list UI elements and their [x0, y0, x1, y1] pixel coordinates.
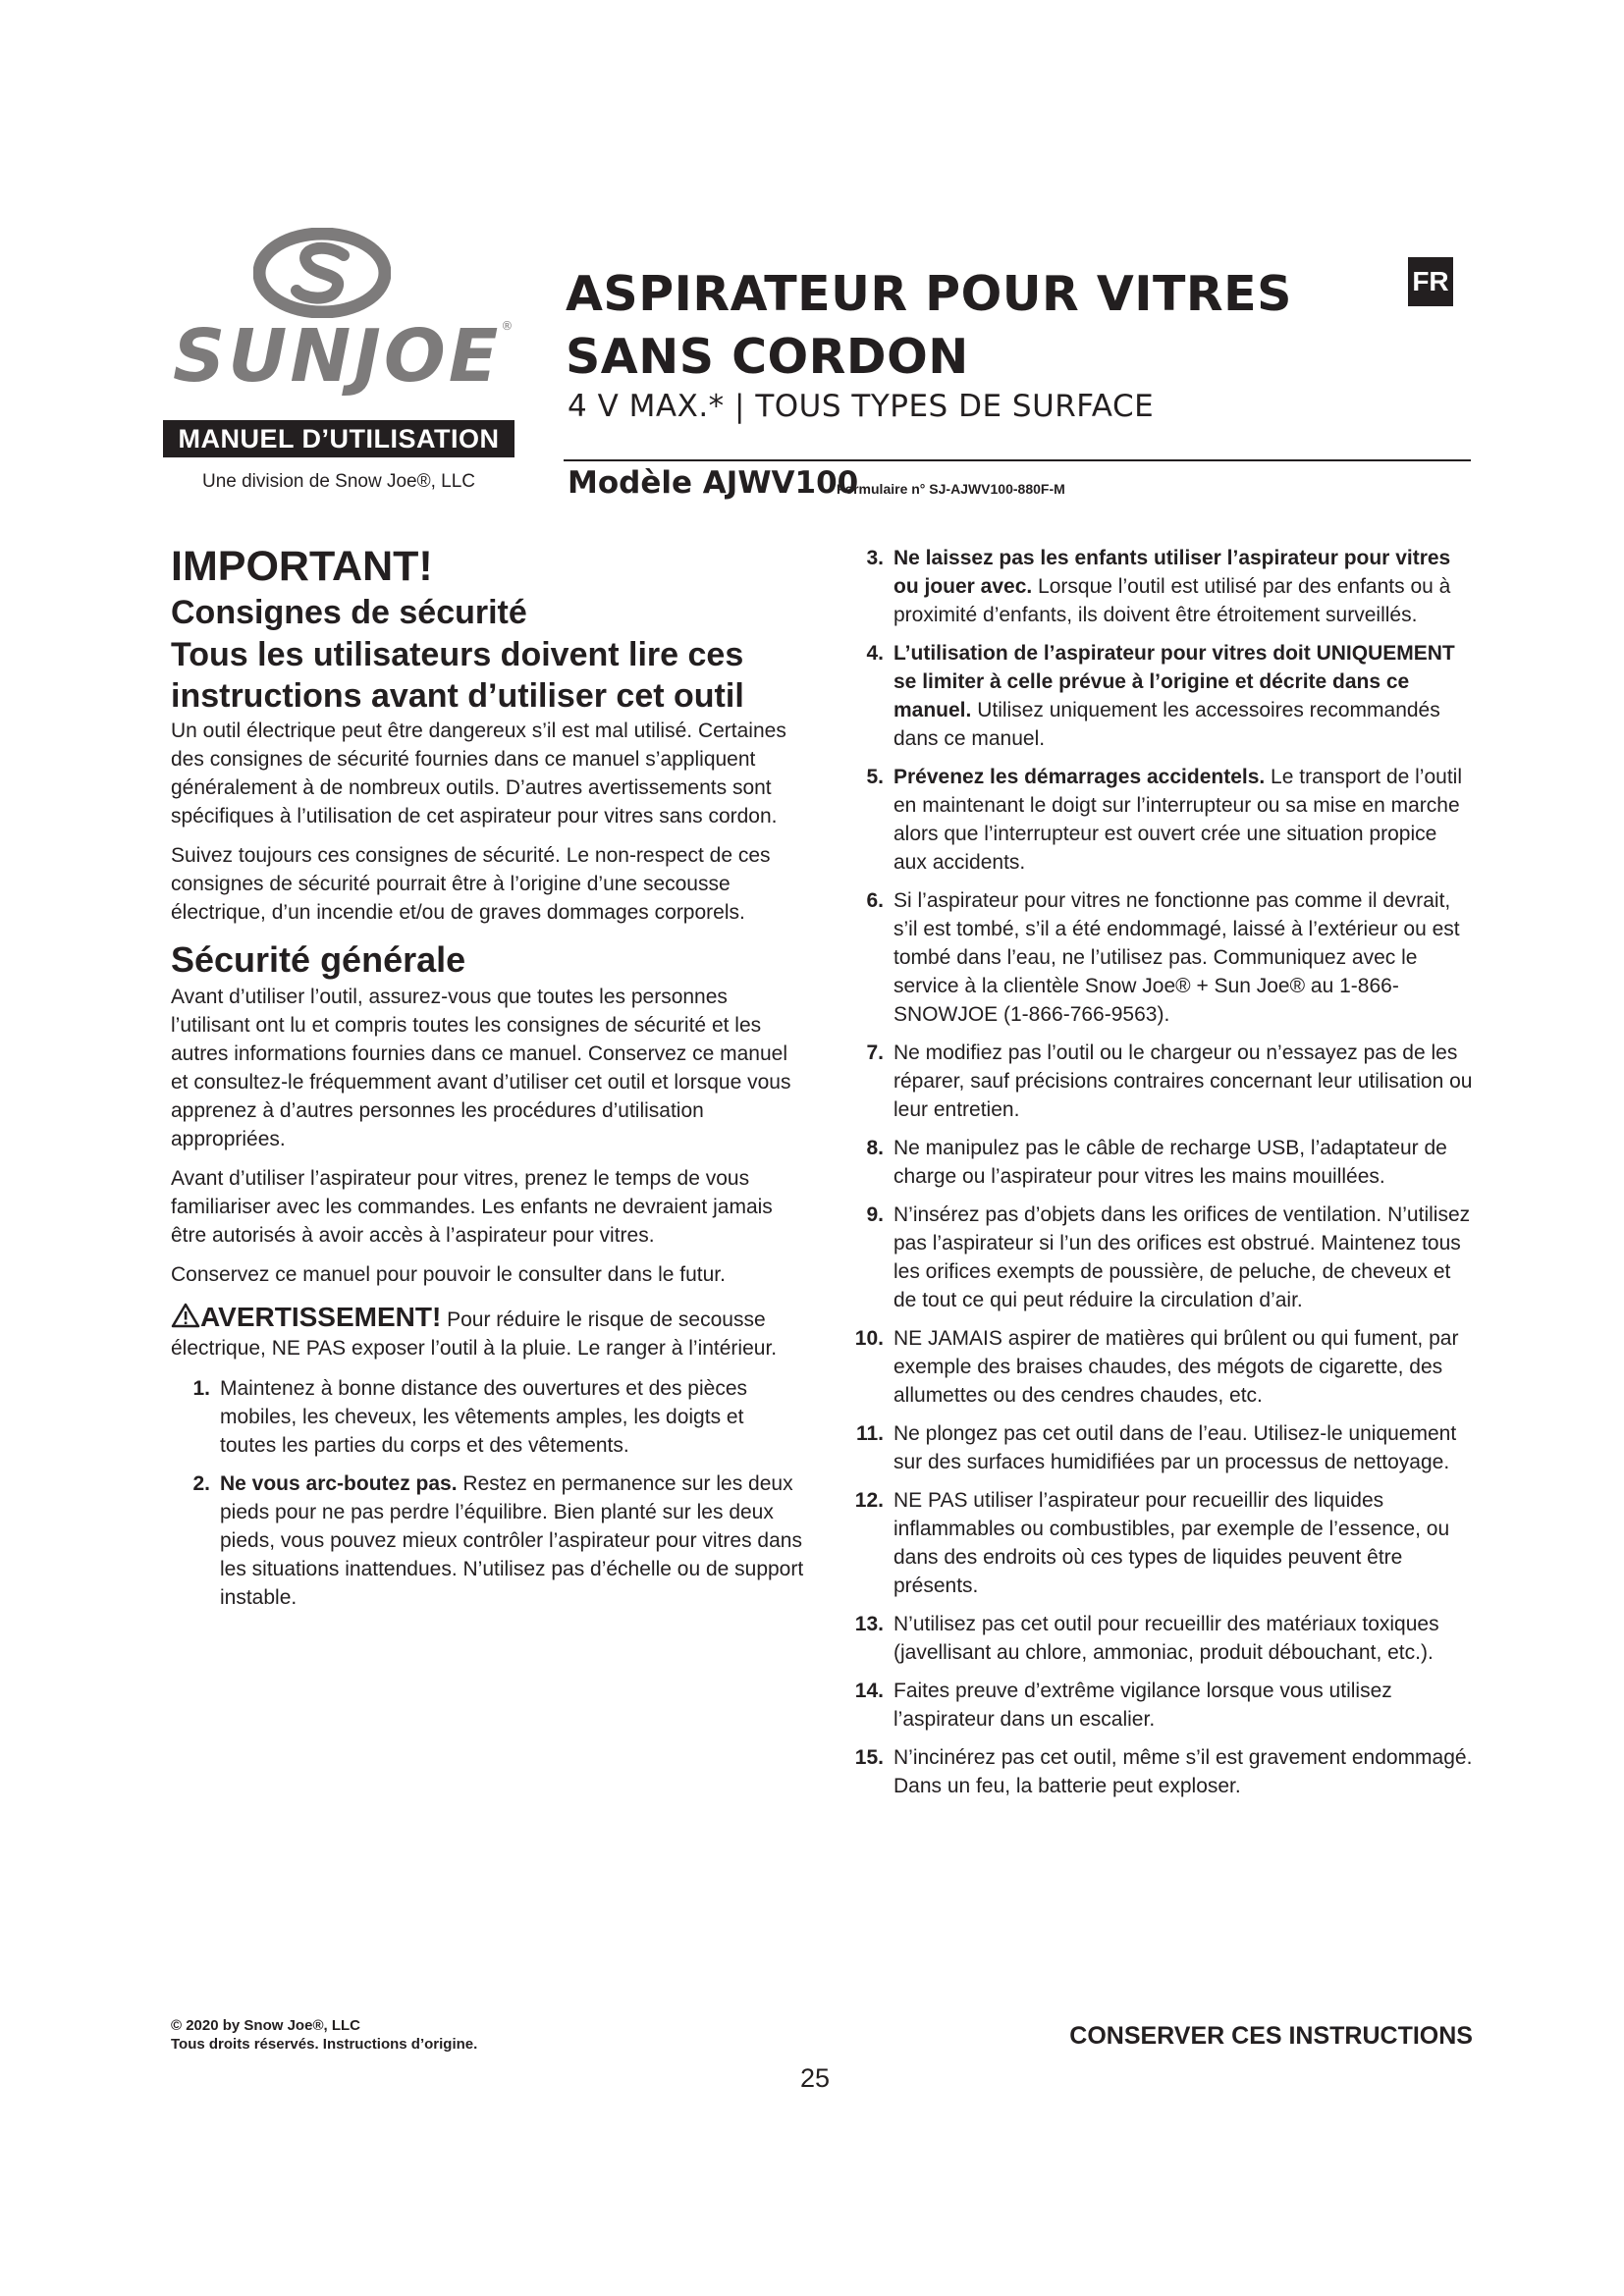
item-number: 3.	[866, 547, 884, 569]
list-item	[171, 1469, 805, 1612]
left-column	[171, 542, 805, 1622]
item-text	[893, 639, 1473, 753]
item-body: Lorsque l’outil est utilisé par des enfants ou à proximité d’enfants, ils doivent être étroitement surveillés.	[893, 575, 1451, 626]
general-safety-heading: Sécurité générale	[171, 939, 466, 980]
safety-subheading: Consignes de sécurité	[171, 594, 527, 631]
page-title	[566, 263, 1371, 389]
brand-logo	[173, 314, 516, 399]
page-subtitle: 4 V MAX.* | TOUS TYPES DE SURFACE	[568, 389, 1155, 424]
list-item	[844, 1743, 1473, 1800]
item-text	[893, 1486, 1473, 1600]
division-note: Une division de Snow Joe®, LLC	[201, 471, 476, 492]
list-item	[844, 886, 1473, 1029]
item-body: Ne plongez pas cet outil dans de l’eau. Utilisez-le uniquement sur des surfaces humidifiées par un processus de nettoyage.	[893, 1422, 1457, 1473]
warning-block	[171, 1303, 805, 1362]
model-number: Modèle AJWV100	[568, 465, 859, 501]
copyright	[171, 2016, 477, 2054]
general-paragraph-2: Avant d’utiliser l’aspirateur pour vitres, prenez le temps de vous familiariser avec les commandes. Les enfants ne devraient jamais être autorisés à avoir accès à l’aspirateur pour vitres.	[171, 1167, 773, 1247]
item-number: 8.	[866, 1137, 884, 1159]
list-item	[844, 1486, 1473, 1600]
manual-banner: MANUEL D’UTILISATION	[163, 420, 514, 457]
item-text	[893, 1419, 1473, 1476]
item-text	[893, 1324, 1473, 1410]
item-body: Le transport de l’outil en maintenant le doigt sur l’interrupteur ou sa mise en marche alors que l’interrupteur est ouvert crée une situation propice aux accidents.	[893, 766, 1463, 874]
item-body: N’incinérez pas cet outil, même s’il est gravement endommagé. Dans un feu, la batterie peut exploser.	[893, 1746, 1473, 1797]
copyright-line-1: © 2020 by Snow Joe®, LLC	[171, 2017, 360, 2034]
item-body: N’insérez pas d’objets dans les orifices de ventilation. N’utilisez pas l’aspirateur si l’un des orifices est obstrué. Maintenez tous les orifices exempts de poussière, de peluche, de cheveux et de tout ce qui peut réduire la circulation d’air.	[893, 1203, 1471, 1311]
list-item	[844, 1134, 1473, 1191]
item-number: 15.	[854, 1746, 884, 1769]
item-lead: Ne laissez pas les enfants utiliser l’aspirateur pour vitres ou jouer avec.	[893, 547, 1451, 598]
list-item	[844, 1677, 1473, 1734]
intro-paragraph-1: Un outil électrique peut être dangereux s’il est mal utilisé. Certaines des consignes de sécurité fournies dans ce manuel s’appliquent généralement à de nombreux outils. D’autres avertissements sont spécifiques à l’utilisation de cet aspirateur pour vitres sans cordon.	[171, 720, 786, 828]
item-number: 14.	[854, 1680, 884, 1702]
item-body: Utilisez uniquement les accessoires recommandés dans ce manuel.	[893, 699, 1440, 750]
important-heading: IMPORTANT!	[171, 543, 433, 590]
list-item	[844, 1039, 1473, 1124]
warning-triangle-icon	[171, 1303, 200, 1328]
list-item	[844, 544, 1473, 629]
language-badge: FR	[1408, 257, 1453, 306]
item-body: NE PAS utiliser l’aspirateur pour recueillir des liquides inflammables ou combustibles, par exemple de l’essence, ou dans des endroits où ces types de liquides peuvent être présents.	[893, 1489, 1450, 1597]
list-item	[844, 1324, 1473, 1410]
item-text	[220, 1469, 805, 1612]
list-item	[844, 1610, 1473, 1667]
item-number: 13.	[854, 1613, 884, 1635]
item-text	[893, 1201, 1473, 1314]
item-text	[893, 763, 1473, 877]
item-body: Faites preuve d’extrême vigilance lorsque vous utilisez l’aspirateur dans un escalier.	[893, 1680, 1392, 1731]
item-text	[893, 1743, 1473, 1800]
item-body: Restez en permanence sur les deux pieds pour ne pas perdre l’équilibre. Bien planté sur les deux pieds, vous pouvez mieux contrôler l’aspirateur pour vitres dans les situations inattendues. N’utilisez pas d’échelle ou de support instable.	[220, 1472, 804, 1609]
sunjoe-logo-icon	[253, 228, 391, 318]
title-line-2: SANS CORDON	[566, 329, 969, 385]
item-number: 1.	[192, 1377, 210, 1400]
item-number: 6.	[866, 889, 884, 912]
item-body: Maintenez à bonne distance des ouvertures et des pièces mobiles, les cheveux, les vêtements amples, les doigts et toutes les parties du corps et des vêtements.	[220, 1377, 748, 1457]
item-number: 4.	[866, 642, 884, 665]
right-column	[844, 544, 1473, 1810]
item-number: 12.	[854, 1489, 884, 1512]
item-text	[220, 1374, 805, 1460]
item-body: Si l’aspirateur pour vitres ne fonctionne pas comme il devrait, s’il est tombé, s’il a été endommagé, laissé à l’extérieur ou est tombé dans l’eau, ne l’utilisez pas. Communiquez avec le service à la clientèle Snow Joe® + Sun Joe® au 1-866-SNOWJOE (1-866-766-9563).	[893, 889, 1460, 1026]
item-text	[893, 1134, 1473, 1191]
header-divider	[564, 459, 1471, 461]
item-number: 10.	[854, 1327, 884, 1350]
item-text	[893, 1039, 1473, 1124]
list-item	[844, 639, 1473, 753]
item-number: 2.	[192, 1472, 210, 1495]
list-item	[171, 1374, 805, 1460]
item-body: N’utilisez pas cet outil pour recueillir des matériaux toxiques (javellisant au chlore, ammoniac, produit débouchant, etc.).	[893, 1613, 1439, 1664]
item-lead: Ne vous arc-boutez pas.	[220, 1472, 458, 1495]
general-paragraph-3: Conservez ce manuel pour pouvoir le consulter dans le futur.	[171, 1263, 726, 1286]
item-number: 11.	[855, 1422, 884, 1445]
intro-paragraph-2: Suivez toujours ces consignes de sécurité. Le non-respect de ces consignes de sécurité pourrait être à l’origine d’une secousse électrique, d’un incendie et/ou de graves dommages corporels.	[171, 844, 771, 924]
page-number: 25	[799, 2063, 831, 2093]
general-paragraph-1: Avant d’utiliser l’outil, assurez-vous que toutes les personnes l’utilisant ont lu et compris toutes les consignes de sécurité et les autres informations fournies dans ce manuel. Conservez ce manuel et consultez-le fréquemment avant d’utiliser cet outil et lorsque vous apprenez à d’autres personnes les procédures d’utilisation appropriées.	[171, 986, 791, 1150]
list-item	[844, 1419, 1473, 1476]
item-body: Ne modifiez pas l’outil ou le chargeur ou n’essayez pas de les réparer, sauf précisions contraires concernant leur utilisation ou leur entretien.	[893, 1041, 1473, 1121]
list-item	[844, 763, 1473, 877]
form-number: Formulaire n° SJ-AJWV100-880F-M	[837, 481, 1065, 497]
item-number: 9.	[866, 1203, 884, 1226]
warning-text: Pour réduire le risque de secousse électrique, NE PAS exposer l’outil à la pluie. Le ranger à l’intérieur.	[171, 1308, 778, 1360]
warning-label: AVERTISSEMENT!	[200, 1302, 442, 1332]
list-item	[844, 1201, 1473, 1314]
save-instructions-note: CONSERVER CES INSTRUCTIONS	[1069, 2022, 1473, 2050]
item-text	[893, 1677, 1473, 1734]
item-number: 7.	[866, 1041, 884, 1064]
item-text	[893, 1610, 1473, 1667]
title-line-1: ASPIRATEUR POUR VITRES	[566, 266, 1292, 322]
item-body: NE JAMAIS aspirer de matières qui brûlent ou qui fument, par exemple des braises chaudes, des mégots de cigarette, des allumettes ou des cendres chaudes, etc.	[893, 1327, 1459, 1407]
item-lead: L’utilisation de l’aspirateur pour vitres doit UNIQUEMENT se limiter à celle prévue à l’origine et décrite dans ce manuel.	[893, 642, 1455, 721]
brand-name: SUNJOE	[173, 314, 502, 399]
item-text	[893, 544, 1473, 629]
item-lead: Prévenez les démarrages accidentels.	[893, 766, 1266, 788]
copyright-line-2: Tous droits réservés. Instructions d’origine.	[171, 2036, 478, 2053]
item-body: Ne manipulez pas le câble de recharge USB, l’adaptateur de charge ou l’aspirateur pour vitres les mains mouillées.	[893, 1137, 1447, 1188]
item-text	[893, 886, 1473, 1029]
read-instructions-heading: Tous les utilisateurs doivent lire ces instructions avant d’utiliser cet outil	[171, 636, 744, 715]
item-number: 5.	[866, 766, 884, 788]
brand-registered-mark: ®	[501, 319, 516, 333]
